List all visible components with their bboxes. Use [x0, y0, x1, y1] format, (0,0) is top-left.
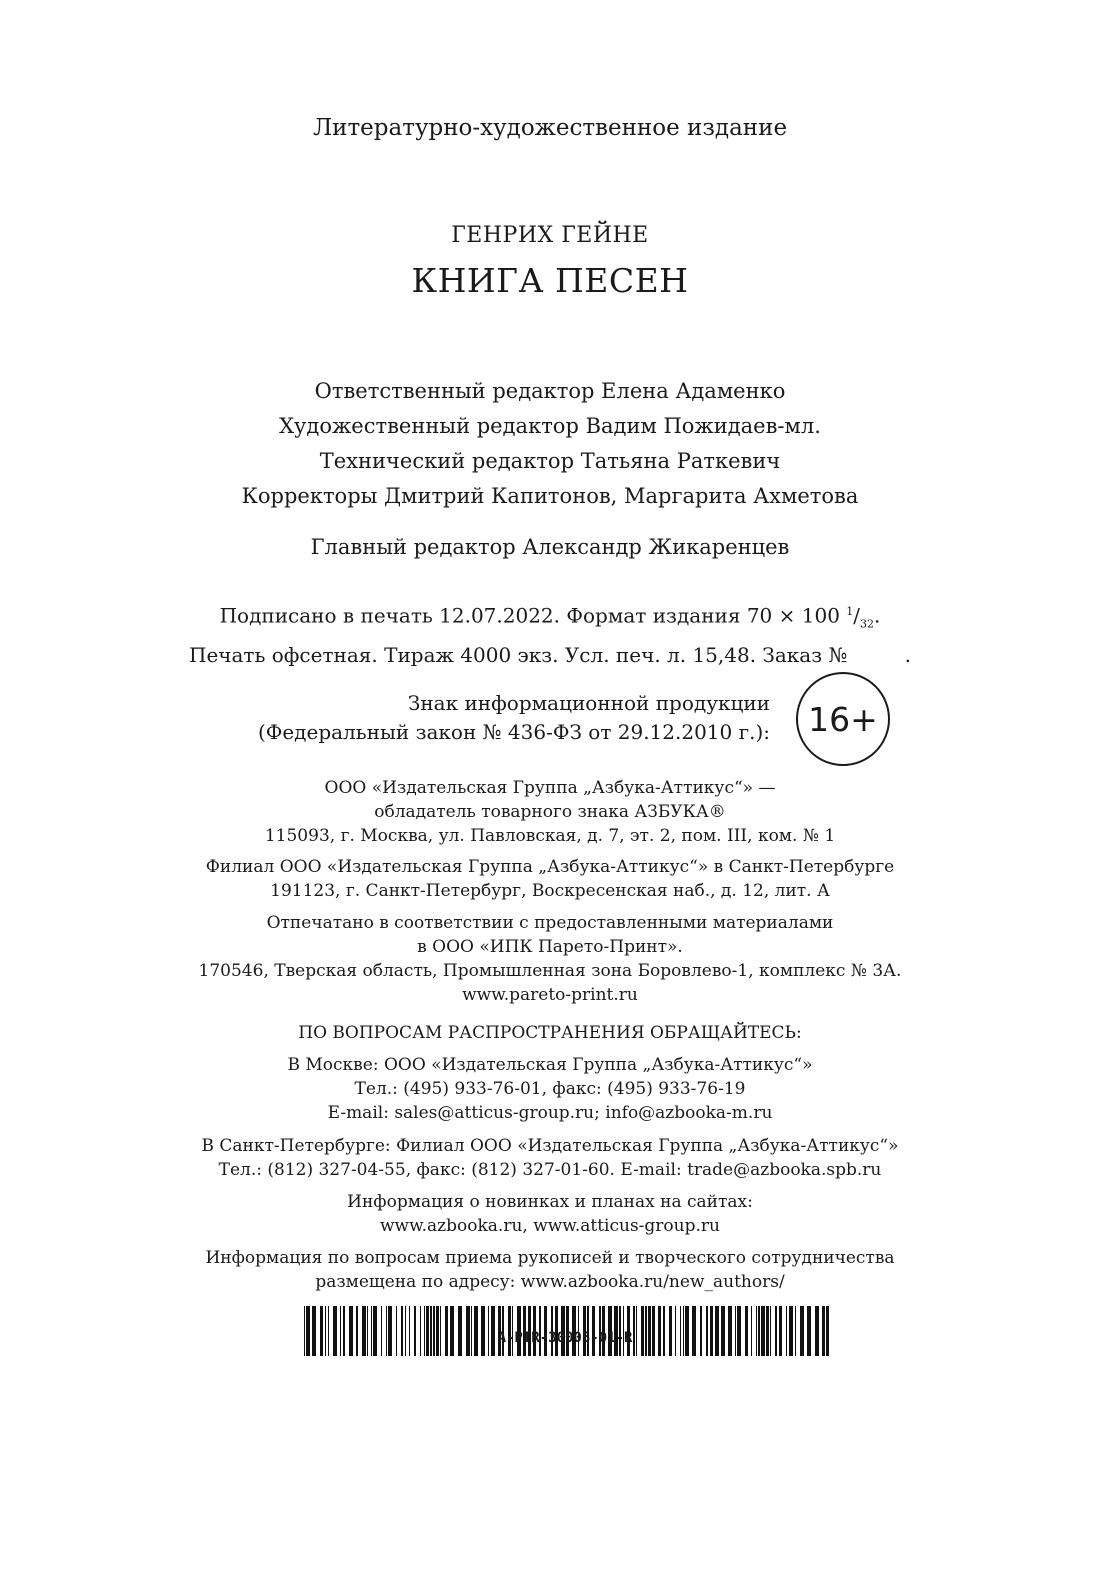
moscow-line: В Москве: ООО «Издательская Группа „Азбука-Аттикус“» — [287, 1055, 813, 1075]
age-rating-text — [258, 689, 770, 747]
manuscripts-line: Информация по вопросам приема рукописей и творческого сотрудничества — [205, 1248, 895, 1268]
spb-contacts: Тел.: (812) 327-04-55, факс: (812) 327-01-60. E-mail: trade@azbooka.spb.ru — [218, 1160, 882, 1180]
print-info-text: Подписано в печать 12.07.2022. Формат издания 70 × 100 — [219, 603, 840, 628]
author-name: ГЕНРИХ ГЕЙНЕ — [451, 223, 649, 248]
staff-line: Технический редактор Татьяна Раткевич — [319, 449, 781, 473]
distribution-spb — [0, 1134, 1100, 1182]
print-info — [0, 596, 1100, 671]
printer-website: www.pareto-print.ru — [462, 985, 638, 1005]
print-info-line-1: Подписано в печать 12.07.2022. Формат издания 70 × 100 $^1/_{32}$. — [219, 603, 881, 631]
staff-credits — [0, 374, 1100, 514]
distribution-heading: ПО ВОПРОСАМ РАСПРОСТРАНЕНИЯ ОБРАЩАЙТЕСЬ: — [298, 1023, 802, 1043]
publisher-line: ООО «Издательская Группа „Азбука-Аттикус“» — — [324, 778, 776, 798]
manuscripts-info — [0, 1246, 1100, 1294]
age-rating-badge: 16+ — [796, 672, 890, 766]
print-info-text: Печать офсетная. Тираж 4000 экз. Усл. печ. л. 15,48. Заказ № — [189, 642, 848, 667]
distribution-moscow — [0, 1053, 1100, 1125]
news-line: Информация о новинках и планах на сайтах: — [347, 1192, 753, 1212]
age-rating-line: Знак информационной продукции — [407, 691, 770, 715]
branch-line: Филиал ООО «Издательская Группа „Азбука-Аттикус“» в Санкт-Петербурге — [205, 857, 895, 877]
news-info — [0, 1190, 1100, 1238]
branch-address: 191123, г. Санкт-Петербург, Воскресенская наб., д. 12, лит. А — [270, 881, 830, 901]
book-title: КНИГА ПЕСЕН — [411, 261, 689, 300]
publisher-line: обладатель товарного знака АЗБУКА® — [374, 802, 726, 822]
news-websites: www.azbooka.ru, www.atticus-group.ru — [380, 1216, 720, 1236]
moscow-phone: Тел.: (495) 933-76-01, факс: (495) 933-76-19 — [354, 1079, 746, 1099]
edition-type: Литературно-художественное издание — [312, 115, 788, 141]
publisher-address: 115093, г. Москва, ул. Павловская, д. 7, эт. 2, пом. III, ком. № 1 — [264, 826, 836, 846]
chief-editor: Главный редактор Александр Жикаренцев — [310, 535, 790, 559]
staff-line: Корректоры Дмитрий Капитонов, Маргарита Ахметова — [241, 484, 859, 508]
print-info-line-2: Печать офсетная. Тираж 4000 экз. Усл. печ. л. 15,48. Заказ № . — [189, 642, 911, 667]
barcode-label: A-PTR-30005-01-R — [497, 1330, 633, 1346]
manuscripts-address: размещена по адресу: www.azbooka.ru/new_authors/ — [315, 1272, 785, 1292]
format-numerator: 1 — [846, 605, 854, 618]
printer-line: Отпечатано в соответствии с предоставленными материалами — [266, 913, 834, 933]
staff-line: Художественный редактор Вадим Пожидаев-мл. — [279, 414, 821, 438]
age-rating-line: (Федеральный закон № 436-ФЗ от 29.12.2010 г.): — [257, 720, 770, 744]
format-denominator: 32 — [860, 617, 875, 631]
publisher-info — [0, 776, 1100, 848]
branch-info — [0, 855, 1100, 903]
staff-line: Ответственный редактор Елена Адаменко — [314, 379, 786, 403]
moscow-email: E-mail: sales@atticus-group.ru; info@azbooka-m.ru — [327, 1103, 773, 1123]
printer-line: в ООО «ИПК Парето-Принт». — [417, 937, 683, 957]
printer-address: 170546, Тверская область, Промышленная зона Боровлево-1, комплекс № 3А. — [198, 961, 902, 981]
spb-line: В Санкт-Петербурге: Филиал ООО «Издательская Группа „Азбука-Аттикус“» — [201, 1136, 899, 1156]
printer-info — [0, 911, 1100, 1007]
